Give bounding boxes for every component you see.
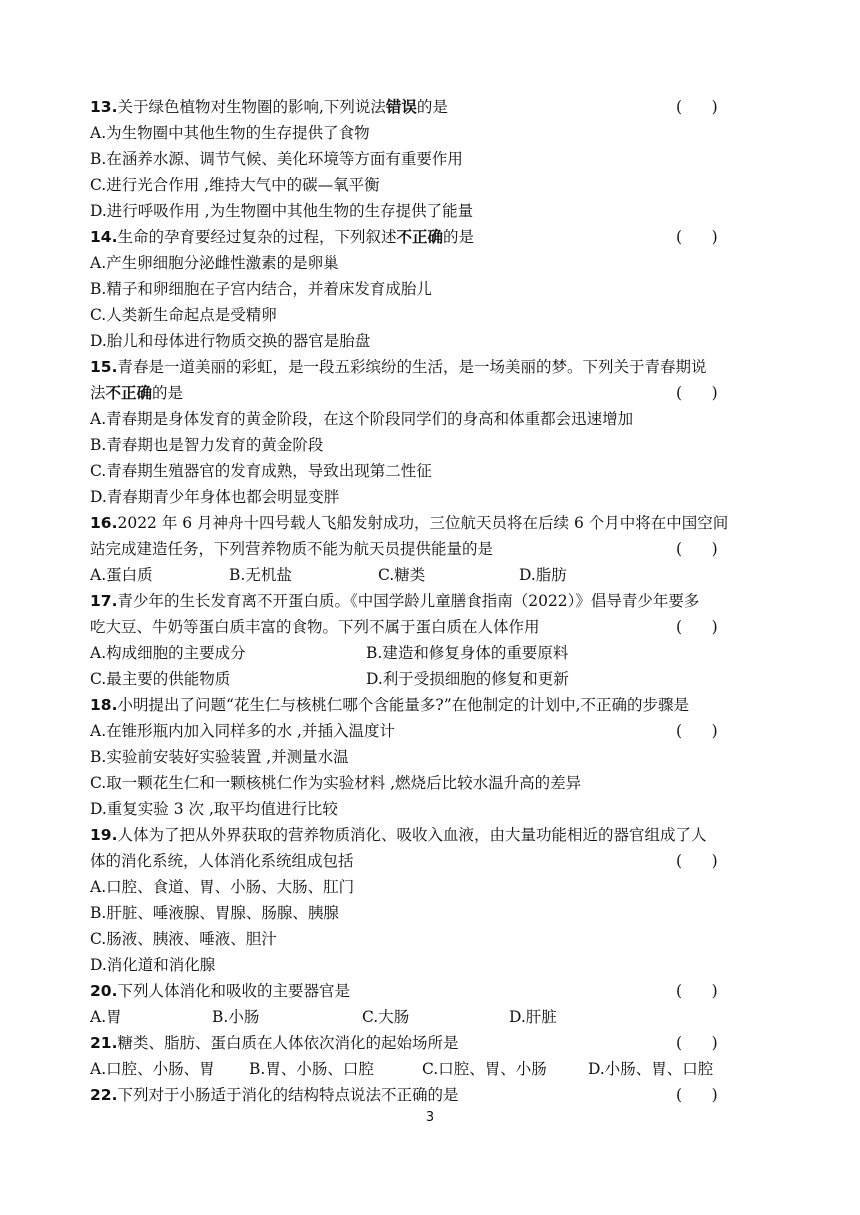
stem-text: 下列人体消化和吸收的主要器官是 xyxy=(117,982,350,1000)
stem-text: 小明提出了问题“花生仁与核桃仁哪个含能量多?”在他制定的计划中,不正确的步骤是 xyxy=(117,696,690,714)
option-c: C.糖类 xyxy=(378,566,426,584)
question-number: 22. xyxy=(90,1086,118,1104)
stem-text: 生命的孕育要经过复杂的过程，下列叙述 xyxy=(117,228,397,246)
answer-blank: ( ) xyxy=(676,228,718,246)
question-number: 20. xyxy=(90,982,118,1000)
question-18-stem xyxy=(90,695,689,715)
option-d: D.消化道和消化腺 xyxy=(90,956,216,974)
emphasis-text: 错误 xyxy=(385,98,417,116)
option-d: D.进行呼吸作用 ,为生物圈中其他生物的生存提供了能量 xyxy=(90,202,474,220)
option-d: D.脂肪 xyxy=(519,566,567,584)
option-b: B.小肠 xyxy=(212,1008,260,1026)
option-a: A.青春期是身体发育的黄金阶段，在这个阶段同学们的身高和体重都会迅速增加 xyxy=(90,410,634,428)
emphasis-text: 不正确 xyxy=(105,384,153,402)
option-b: B.胃、小肠、口腔 xyxy=(249,1060,374,1078)
answer-blank: ( ) xyxy=(676,384,718,402)
option-c: C.口腔、胃、小肠 xyxy=(422,1060,547,1078)
answer-blank: ( ) xyxy=(676,852,718,870)
question-number: 17. xyxy=(90,592,118,610)
option-c: C.取一颗花生仁和一颗核桃仁作为实验材料 ,燃烧后比较水温升高的差异 xyxy=(90,774,582,792)
option-c: C.大肠 xyxy=(362,1008,410,1026)
option-a: A.蛋白质 xyxy=(90,566,153,584)
stem-text: 青春是一道美丽的彩虹，是一段五彩缤纷的生活，是一场美丽的梦。下列关于青春期说 xyxy=(117,358,707,376)
answer-blank: ( ) xyxy=(676,722,718,740)
option-a: A.胃 xyxy=(90,1008,122,1026)
stem-text: 人体为了把从外界获取的营养物质消化、吸收入血液，由大量功能相近的器官组成了人 xyxy=(117,826,707,844)
option-b: B.无机盐 xyxy=(229,566,292,584)
option-c: C.青春期生殖器官的发育成熟，导致出现第二性征 xyxy=(90,462,432,480)
stem-text: 2022 年 6 月神舟十四号载人飞船发射成功，三位航天员将在后续 6 个月中将在中国空间 xyxy=(117,514,729,532)
question-number: 18. xyxy=(90,696,118,714)
question-16-stem xyxy=(90,513,728,533)
answer-blank: ( ) xyxy=(676,1086,718,1104)
option-a: A.产生卵细胞分泌雌性激素的是卵巢 xyxy=(90,254,339,272)
option-d: D.青春期青少年身体也都会明显变胖 xyxy=(90,488,340,506)
question-16-stem-cont: 站完成建造任务，下列营养物质不能为航天员提供能量的是 xyxy=(90,540,494,558)
option-b: B.肝脏、唾液腺、胃腺、肠腺、胰腺 xyxy=(90,904,339,922)
option-d: D.重复实验 3 次 ,取平均值进行比较 xyxy=(90,800,338,818)
option-b: B.建造和修复身体的重要原料 xyxy=(366,644,569,662)
answer-blank: ( ) xyxy=(676,618,718,636)
stem-text: 的是 xyxy=(443,228,475,246)
option-a: A.口腔、食道、胃、小肠、大肠、肛门 xyxy=(90,878,355,896)
question-15-stem xyxy=(90,357,706,377)
option-d: D.肝脏 xyxy=(509,1008,557,1026)
question-13-stem xyxy=(90,97,448,117)
emphasis-text: 不正确 xyxy=(396,228,443,246)
answer-blank: ( ) xyxy=(676,98,718,116)
question-22-stem xyxy=(90,1085,458,1105)
stem-text: 的是 xyxy=(416,98,448,116)
option-b: B.在涵养水源、调节气候、美化环境等方面有重要作用 xyxy=(90,150,463,168)
question-number: 15. xyxy=(90,358,118,376)
option-a: A.为生物圈中其他生物的生存提供了食物 xyxy=(90,124,370,142)
option-b: B.青春期也是智力发育的黄金阶段 xyxy=(90,436,324,454)
option-a: A.在锥形瓶内加入同样多的水 ,并插入温度计 xyxy=(90,722,395,740)
answer-blank: ( ) xyxy=(676,1034,718,1052)
option-c: C.人类新生命起点是受精卵 xyxy=(90,306,277,324)
option-b: B.精子和卵细胞在子宫内结合，并着床发育成胎儿 xyxy=(90,280,432,298)
question-number: 16. xyxy=(90,514,118,532)
option-d: D.小肠、胃、口腔 xyxy=(588,1060,714,1078)
question-17-stem xyxy=(90,591,699,611)
stem-text: 青少年的生长发育离不开蛋白质。《中国学龄儿童膳食指南（2022）》倡导青少年要多 xyxy=(117,592,700,610)
option-d: D.胎儿和母体进行物质交换的器官是胎盘 xyxy=(90,332,371,350)
question-19-stem-cont: 体的消化系统，人体消化系统组成包括 xyxy=(90,852,354,870)
question-21-stem xyxy=(90,1033,458,1053)
option-a: A.口腔、小肠、胃 xyxy=(90,1060,215,1078)
question-number: 19. xyxy=(90,826,118,844)
option-c: C.最主要的供能物质 xyxy=(90,670,231,688)
question-number: 21. xyxy=(90,1034,118,1052)
option-c: C.肠液、胰液、唾液、胆汁 xyxy=(90,930,277,948)
stem-text: 的是 xyxy=(152,384,184,402)
stem-text: 法 xyxy=(90,384,106,402)
option-c: C.进行光合作用 ,维持大气中的碳—氧平衡 xyxy=(90,176,380,194)
stem-text: 糖类、脂肪、蛋白质在人体依次消化的起始场所是 xyxy=(117,1034,459,1052)
question-15-stem-cont xyxy=(90,383,183,403)
question-20-stem xyxy=(90,981,350,1001)
stem-text: 关于绿色植物对生物圈的影响,下列说法 xyxy=(117,98,386,116)
option-d: D.利于受损细胞的修复和更新 xyxy=(366,670,569,688)
question-19-stem xyxy=(90,825,706,845)
answer-blank: ( ) xyxy=(676,982,718,1000)
question-14-stem xyxy=(90,227,474,247)
answer-blank: ( ) xyxy=(676,540,718,558)
question-17-stem-cont: 吃大豆、牛奶等蛋白质丰富的食物。下列不属于蛋白质在人体作用 xyxy=(90,618,540,636)
question-number: 13. xyxy=(90,98,118,116)
question-number: 14. xyxy=(90,228,118,246)
stem-text: 下列对于小肠适于消化的结构特点说法不正确的是 xyxy=(117,1086,459,1104)
page-number: 3 xyxy=(425,1110,435,1125)
option-b: B.实验前安装好实验装置 ,并测量水温 xyxy=(90,748,349,766)
option-a: A.构成细胞的主要成分 xyxy=(90,644,246,662)
